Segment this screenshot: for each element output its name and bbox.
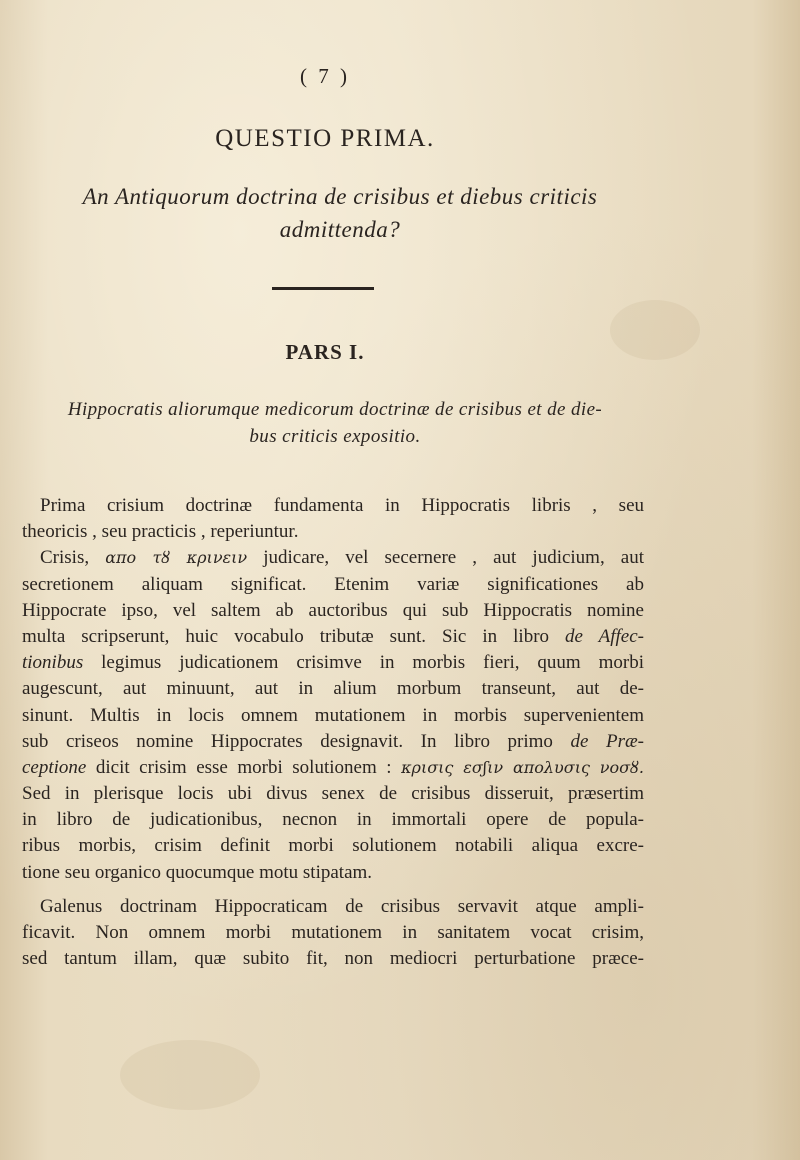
- text-line: augescunt, aut minuunt, aut in alium morbum transeunt, aut de-: [22, 678, 644, 700]
- text-span: judicare, vel secernere , aut judicium, aut: [263, 547, 645, 569]
- text-line: tione seu organico quocumque motu stipatam.: [22, 861, 373, 883]
- text-line: ficavit. Non omnem morbi mutationem in sanitatem vocat crisim,: [22, 922, 644, 943]
- text-span: multa scripserunt, huic vocabulo tributæ sunt. Sic in libro: [22, 625, 550, 647]
- section-subtitle: [20, 396, 650, 450]
- paper-stain: [120, 1040, 260, 1110]
- text-span: sub criseos nomine Hippocrates designavit. In libro primo: [22, 730, 553, 752]
- subtitle-line: An Antiquorum doctrina de crisibus et diebus criticis: [82, 184, 598, 209]
- page-title: QUESTIO PRIMA.: [215, 125, 435, 152]
- text-line: Sed in plerisque locis ubi divus senex de crisibus disseruit, præsertim: [22, 783, 644, 805]
- italic-title: de Affec-: [565, 625, 645, 647]
- subtitle-line: admittenda?: [279, 217, 401, 242]
- body-text: [22, 493, 644, 972]
- section-title: PARS I.: [285, 340, 365, 364]
- greek-text: κρισις εσʃιν απολυσις νοσȣ.: [401, 757, 644, 777]
- italic-title: ceptione: [22, 756, 87, 778]
- text-line: theoricis , seu practicis , reperiuntur.: [22, 521, 299, 543]
- page-number: ( 7 ): [300, 64, 350, 88]
- text-line: [22, 624, 644, 650]
- text-line: [22, 729, 644, 755]
- text-span: Crisis,: [40, 547, 90, 569]
- text-line: [22, 545, 644, 571]
- divider-rule: [272, 287, 374, 290]
- text-line: Galenus doctrinam Hippocraticam de crisibus servavit atque ampli-: [40, 895, 644, 917]
- text-line: sed tantum illam, quæ subito fit, non mediocri perturbatione præce-: [22, 948, 644, 970]
- paragraph-gap: [22, 886, 644, 894]
- section-subtitle-line: bus criticis expositio.: [249, 426, 421, 447]
- italic-title: tionibus: [22, 652, 84, 674]
- text-span: dicit crisim esse morbi solutionem :: [95, 756, 392, 778]
- text-line: secretionem aliquam significat. Etenim variæ significationes ab: [22, 573, 644, 595]
- greek-text: απο τȣ κρινειν: [105, 548, 248, 568]
- question-subtitle: [35, 180, 645, 246]
- text-line: sinunt. Multis in locis omnem mutationem in morbis supervenientem: [22, 704, 644, 726]
- text-line: ribus morbis, crisim definit morbi solutionem notabili aliqua excre-: [22, 835, 644, 857]
- text-line: Hippocrate ipso, vel saltem ab auctoribus qui sub Hippocratis nomine: [22, 599, 644, 621]
- text-span: legimus judicationem crisimve in morbis fieri, quum morbi: [101, 652, 644, 674]
- text-line: in libro de judicationibus, necnon in immortali opere de popula-: [22, 809, 644, 831]
- text-line: [22, 650, 644, 676]
- italic-title: de Præ-: [570, 730, 645, 752]
- section-subtitle-line: Hippocratis aliorumque medicorum doctrinæ de crisibus et de die-: [67, 399, 603, 420]
- text-line: Prima crisium doctrinæ fundamenta in Hippocratis libris , seu: [40, 495, 644, 516]
- text-line: [22, 755, 644, 781]
